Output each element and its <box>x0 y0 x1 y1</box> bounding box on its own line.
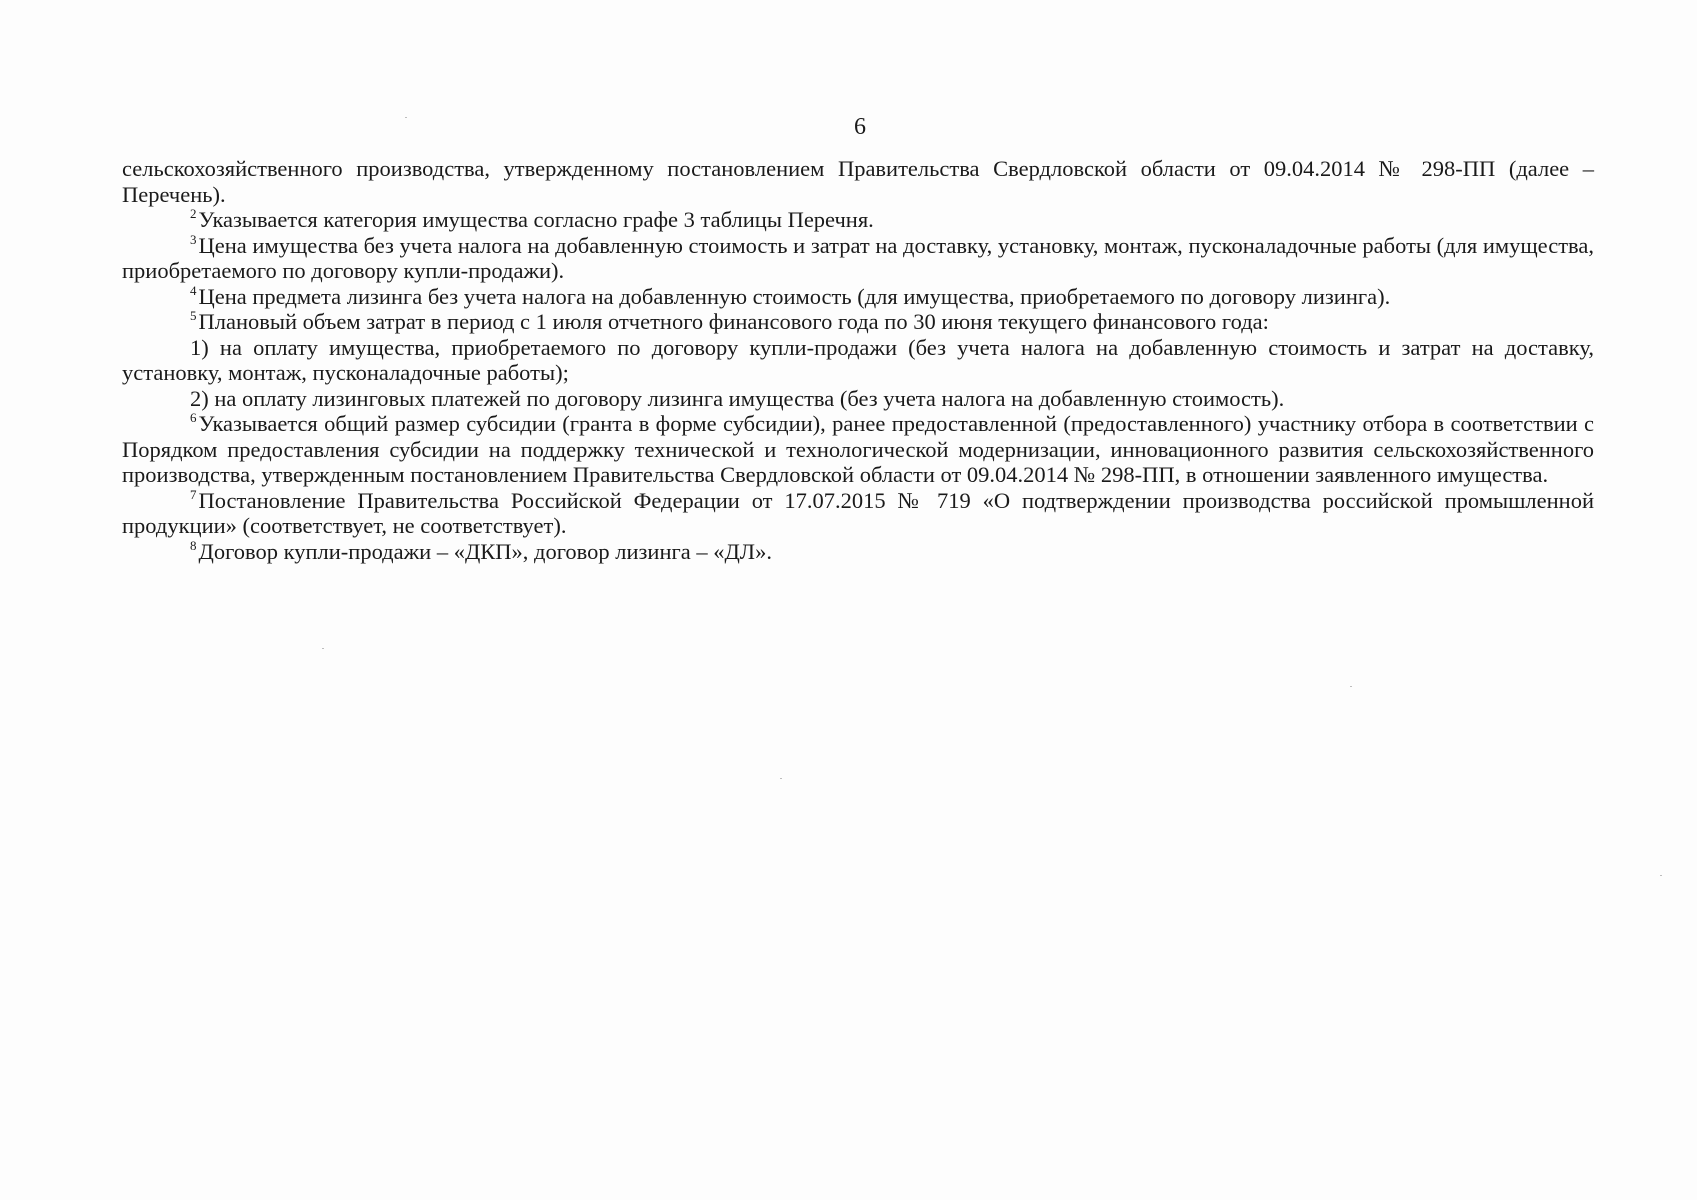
footnote-text: Плановый объем затрат в период с 1 июля отчетного финансового года по 30 июня текущего финансового года: <box>198 309 1269 334</box>
footnote-text: Договор купли-продажи – «ДКП», договор лизинга – «ДЛ». <box>198 538 772 564</box>
footnote-text: Указывается общий размер субсидии (гранта в форме субсидии), ранее предоставленной (предоставленного) участнику отбора в соответствии с Порядком предоставления субсидии на поддержку технической и технологической модернизации, инновационного развития сельскохозяйственного производства, утвержденным постановлением Правительства Свердловской области от 09.04.2014 № 298-ПП, в отношении заявленного имущества. <box>122 411 1594 487</box>
footnote-continuation <box>122 156 1594 207</box>
footnote-text: Цена имущества без учета налога на добавленную стоимость и затрат на доставку, установку, монтаж, пусконаладочные работы (для имущества, приобретаемого по договору купли-продажи). <box>122 232 1594 283</box>
footnote-mark: 5 <box>190 308 197 323</box>
footnote-text: Указывается категория имущества согласно графе 3 таблицы Перечня. <box>198 207 874 232</box>
footnote-text: Цена предмета лизинга без учета налога на добавленную стоимость (для имущества, приобретаемого по договору лизинга). <box>198 283 1391 309</box>
footnote-5-item-2 <box>122 386 1594 412</box>
scan-speck <box>322 648 324 649</box>
footnote-text: 1) на оплату имущества, приобретаемого по договору купли-продажи (без учета налога на добавленную стоимость и затрат на доставку, установку, монтаж, пусконаладочные работы); <box>122 334 1594 385</box>
scan-speck <box>405 117 407 118</box>
footnote-2 <box>122 207 1594 233</box>
footnote-text: 2) на оплату лизинговых платежей по договору лизинга имущества (без учета налога на добавленную стоимость). <box>190 385 1285 411</box>
footnote-mark: 2 <box>190 206 197 221</box>
footnote-3 <box>122 233 1594 284</box>
footnote-mark: 6 <box>190 410 197 425</box>
footnote-6 <box>122 411 1594 488</box>
footnote-text: Постановление Правительства Российской Федерации от 17.07.2015 № 719 «О подтверждении производства российской промышленной продукции» (соответствует, не соответствует). <box>122 487 1594 538</box>
footnote-7 <box>122 488 1594 539</box>
footnote-mark: 7 <box>190 486 197 502</box>
footnote-text: сельскохозяйственного производства, утвержденному постановлением Правительства Свердловской области от 09.04.2014 № 298-ПП (далее – Перечень). <box>122 156 1594 207</box>
page-number: 6 <box>854 114 866 140</box>
footnote-mark: 3 <box>190 231 197 247</box>
footnotes-block <box>122 156 1594 564</box>
footnote-5 <box>122 309 1594 335</box>
footnote-8 <box>122 539 1594 565</box>
footnote-4 <box>122 284 1594 310</box>
footnote-mark: 4 <box>190 282 197 298</box>
footnote-5-item-1 <box>122 335 1594 386</box>
footnote-mark: 8 <box>190 537 197 553</box>
scan-speck <box>1350 686 1352 687</box>
scan-speck <box>780 778 782 779</box>
scan-speck <box>1660 875 1662 876</box>
